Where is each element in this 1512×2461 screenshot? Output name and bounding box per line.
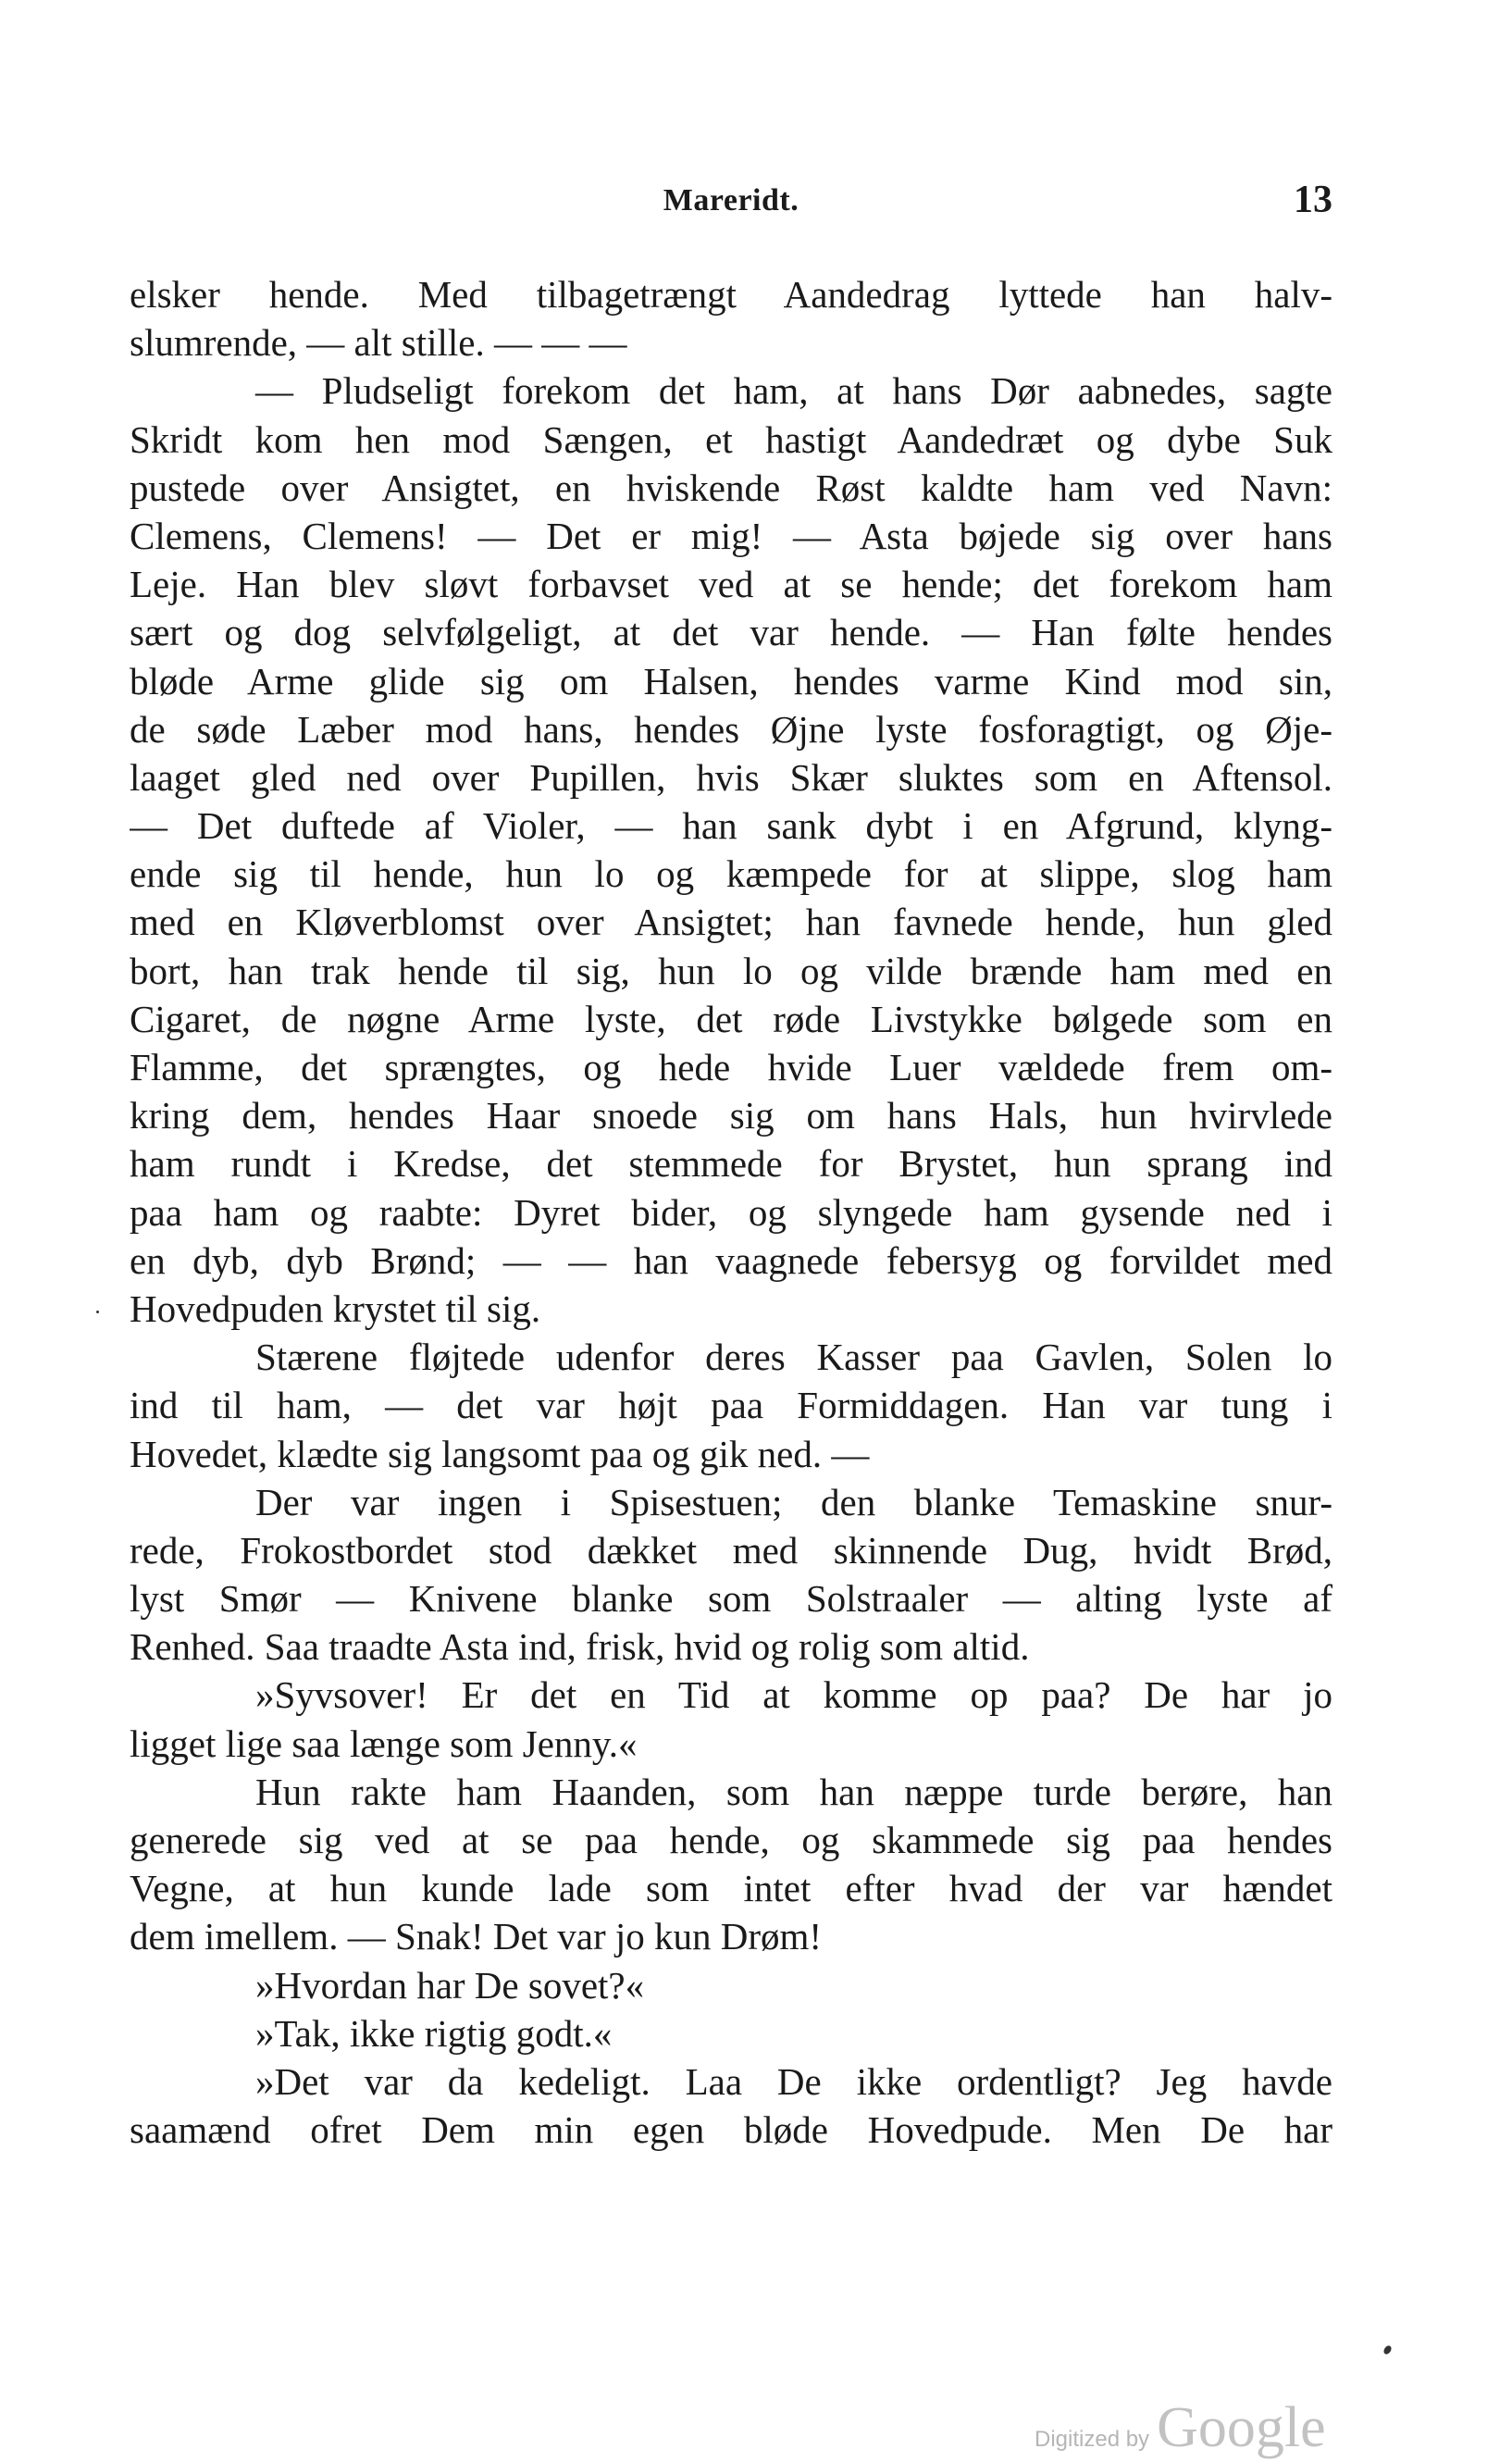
text-line: dem imellem. — Snak! Det var jo kun Drøm! xyxy=(130,1915,823,1958)
text-line: en dyb, dyb Brønd; — — han vaagnede febersyg og forvildet med xyxy=(130,1238,1332,1282)
page-number: 13 xyxy=(1294,179,1332,221)
running-head xyxy=(130,178,1332,233)
text-line: elsker hende. Med tilbagetrængt Aandedrag lyttede han halv- xyxy=(130,273,1332,316)
text-line: med en Kløverblomst over Ansigtet; han favnede hende, hun gled xyxy=(130,901,1332,944)
text-line: slumrende, — alt stille. — — — xyxy=(130,321,627,365)
digitized-by-google-watermark xyxy=(1035,2395,1326,2461)
text-line: Cigaret, de nøgne Arme lyste, det røde Livstykke bølgede som en xyxy=(130,997,1332,1040)
text-line: bort, han trak hende til sig, hun lo og vilde brænde ham med en xyxy=(130,949,1332,992)
text-line: Flamme, det sprængtes, og hede hvide Luer vældede frem om- xyxy=(130,1046,1332,1088)
running-title: Mareridt. xyxy=(663,183,799,218)
text-line: ligget lige saa længe som Jenny.« xyxy=(130,1721,638,1765)
text-line: saamænd ofret Dem min egen bløde Hovedpude. Men De har xyxy=(130,2108,1332,2152)
text-line: »Hvordan har De sovet?« xyxy=(255,1963,645,2007)
text-line: »Tak, ikke rigtig godt.« xyxy=(255,2011,613,2055)
text-line: »Det var da kedeligt. Laa De ikke ordentligt? Jeg havde xyxy=(255,2059,1332,2103)
text-line: — Pludseligt forekom det ham, at hans Dør aabnedes, sagte xyxy=(255,369,1332,413)
text-line: — Det duftede af Violer, — han sank dybt i en Afgrund, klyng- xyxy=(130,804,1332,848)
text-line: pustede over Ansigtet, en hviskende Røst kaldte ham ved Navn: xyxy=(130,466,1332,509)
text-line: bløde Arme glide sig om Halsen, hendes varme Kind mod sin, xyxy=(130,659,1332,702)
ink-speck-mark xyxy=(96,1311,99,1313)
digitized-by-label: Digitized by xyxy=(1035,2427,1150,2452)
text-line: rede, Frokostbordet stod dækket med skinnende Dug, hvidt Brød, xyxy=(130,1528,1332,1572)
text-line: kring dem, hendes Haar snoede sig om hans Hals, hun hvirvlede xyxy=(130,1094,1332,1137)
text-line: ham rundt i Kredse, det stemmede for Brystet, hun sprang ind xyxy=(130,1142,1332,1186)
text-line: Leje. Han blev sløvt forbavset ved at se hende; det forekom ham xyxy=(130,563,1332,606)
text-line: sært og dog selvfølgeligt, at det var hende. — Han følte hendes xyxy=(130,611,1332,654)
text-line: Hovedpuden krystet til sig. xyxy=(130,1286,541,1330)
text-line: ind til ham, — det var højt paa Formiddagen. Han var tung i xyxy=(130,1384,1332,1427)
ink-speck-mark xyxy=(1382,2344,1393,2355)
text-line: Der var ingen i Spisestuen; den blanke Temaskine snur- xyxy=(255,1480,1332,1523)
body-text xyxy=(130,270,1332,2154)
text-line: Hun rakte ham Haanden, som han næppe turde berøre, han xyxy=(255,1770,1332,1813)
text-line: Hovedet, klædte sig langsomt paa og gik ned. — xyxy=(130,1432,870,1475)
text-line: de søde Læber mod hans, hendes Øjne lyste fosforagtigt, og Øje- xyxy=(130,707,1332,751)
text-line: lyst Smør — Knivene blanke som Solstraaler — alting lyste af xyxy=(130,1577,1332,1621)
text-line: »Syvsover! Er det en Tid at komme op paa? De har jo xyxy=(255,1673,1332,1717)
text-line: Clemens, Clemens! — Det er mig! — Asta bøjede sig over hans xyxy=(130,514,1332,557)
google-logo: Google xyxy=(1157,2396,1326,2459)
text-line: ende sig til hende, hun lo og kæmpede for at slippe, slog ham xyxy=(130,852,1332,896)
text-line: paa ham og raabte: Dyret bider, og slyngede ham gysende ned i xyxy=(130,1190,1332,1234)
text-line: Skridt kom hen mod Sængen, et hastigt Aandedræt og dybe Suk xyxy=(130,417,1332,461)
text-line: generede sig ved at se paa hende, og skammede sig paa hendes xyxy=(130,1819,1332,1861)
text-line: Renhed. Saa traadte Asta ind, frisk, hvid og rolig som altid. xyxy=(130,1625,1030,1669)
text-line: laaget gled ned over Pupillen, hvis Skær sluktes som en Aftensol. xyxy=(130,755,1332,799)
text-line: Vegne, at hun kunde lade som intet efter hvad der var hændet xyxy=(130,1867,1332,1910)
text-line: Stærene fløjtede udenfor deres Kasser paa Gavlen, Solen lo xyxy=(255,1336,1332,1379)
